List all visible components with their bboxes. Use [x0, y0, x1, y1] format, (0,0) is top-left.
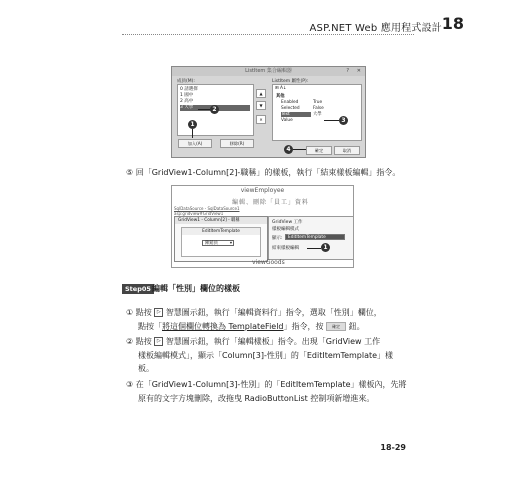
item-number: ②	[126, 337, 134, 346]
end-edit-link: 結束樣板編輯	[272, 246, 299, 251]
designer-subtitle: 編輯、刪除「員工」資料	[232, 199, 310, 206]
prop-name: Selected	[281, 106, 300, 111]
move-down-icon: ▼	[256, 101, 266, 110]
step-title: 編輯「性別」欄位的樣板	[152, 284, 240, 293]
item-text: 」指令，按	[283, 322, 324, 331]
item-text: 智慧圖示鈕，執行「編輯資料行」指令，選取「性別」欄位，	[165, 308, 382, 317]
tasks-title: GridView 工作	[272, 220, 303, 225]
list-item-selected: 3 大學	[180, 105, 250, 111]
para-number: ⑤	[126, 168, 134, 177]
item-text: 點按「	[138, 322, 162, 331]
callout-arrow	[307, 248, 321, 249]
designer-header: viewEmployee	[240, 187, 285, 194]
dialog-title: ListItem 集合編輯器	[172, 67, 365, 76]
smart-tag-icon: ▷	[154, 337, 163, 346]
members-label: 成員(M):	[177, 79, 195, 84]
chevron-down-icon: ▾	[229, 241, 232, 246]
chapter-number: 18	[441, 14, 464, 33]
prop-name: Text	[281, 112, 311, 117]
list-item-1-line1	[126, 308, 382, 318]
list-item-2-line1	[126, 337, 380, 347]
add-button: 加入(A)	[178, 139, 212, 148]
prop-value: False	[313, 106, 324, 111]
ok-button-image: 確定	[326, 322, 346, 331]
step-paragraph-5	[126, 168, 400, 178]
listitem-editor-screenshot	[171, 66, 366, 158]
smart-tag-icon: ▷	[154, 308, 163, 317]
gridview-designer-screenshot	[171, 185, 354, 268]
property-grid	[272, 84, 362, 141]
callout-2: 2	[210, 105, 219, 114]
list-item-3-line2: 原有的文字方塊刪除，改拖曳 RadioButtonList 控制項新增進來。	[138, 394, 375, 403]
item-text: 點按	[135, 337, 152, 346]
callout-1: 1	[188, 120, 197, 129]
item-number: ①	[126, 308, 134, 317]
prop-name: Enabled	[281, 100, 299, 105]
template-editor	[174, 216, 268, 262]
dropdown-control	[202, 240, 234, 246]
column-header: GridView1 - Column[2] - 職稱	[175, 217, 267, 224]
running-header-title: ASP.NET Web 應用程式設計	[309, 23, 442, 34]
step-badge: Step05	[122, 284, 154, 294]
item-number: ③	[126, 380, 134, 389]
prop-value: True	[313, 100, 323, 105]
para-text: 回「GridView1-Column[2]-職稱」的樣板，執行「結束樣板編輯」指令。	[135, 168, 401, 177]
dropdown-value: 陳銷員	[205, 241, 218, 246]
item-text: 智慧圖示鈕，執行「編輯樣板」指令。出現「GridView 工作	[165, 337, 381, 346]
prop-value: 大學	[313, 112, 322, 117]
list-item-2-line2: 樣板編輯模式」，顯示「Column[3]-性別」的「EditItemTemplate」樣	[138, 351, 394, 360]
gridview-tag: asp:gridview#GridView1	[174, 211, 224, 216]
props-label: ListItem 屬性(P):	[272, 79, 309, 84]
callout-arrow	[293, 149, 306, 150]
list-item: 1 國中	[180, 93, 194, 98]
sort-icon: ⊞ A↓	[275, 86, 287, 91]
callout-arrow	[198, 109, 210, 110]
command-link: 將這個欄位轉換為 TemplateField	[162, 322, 284, 331]
callout-4: 4	[284, 145, 293, 154]
datasource-label	[174, 206, 240, 216]
prop-name: Value	[281, 118, 293, 123]
item-text: 鈕。	[348, 322, 365, 331]
callout-arrow	[192, 129, 193, 138]
callout-1: 1	[321, 243, 330, 252]
header-divider	[122, 34, 414, 35]
list-item-2-line3: 板。	[138, 364, 154, 373]
display-label: 顯示:	[272, 236, 283, 241]
gridview-tasks-panel	[268, 216, 354, 260]
item-text: 點按	[135, 308, 152, 317]
callout-3: 3	[339, 116, 348, 125]
tasks-subtitle: 樣板編輯模式	[272, 227, 299, 232]
edit-template-header: EditItemTemplate	[182, 228, 260, 235]
list-item: 2 高中	[180, 99, 194, 104]
cancel-button: 取消	[334, 146, 360, 155]
edit-item-template	[181, 227, 261, 257]
props-group-label: 其他	[276, 94, 285, 99]
close-icon: ✕	[356, 68, 361, 74]
datasource-name: SqlDataSource - SqlDataSource1	[174, 206, 240, 211]
help-icon: ?	[346, 68, 349, 74]
list-item: 0 請選擇	[180, 87, 198, 92]
ok-button: 確定	[306, 146, 332, 155]
item-text: 在「GridView1-Column[3]-性別」的「EditItemTemplate」樣板內，先將	[135, 380, 407, 389]
callout-arrow	[324, 120, 339, 121]
list-item-1-line2	[138, 322, 365, 332]
designer-footer: viewGoods	[252, 259, 285, 266]
delete-icon: ✕	[256, 115, 266, 124]
list-item-3-line1	[126, 380, 407, 390]
remove-button: 移除(R)	[220, 139, 254, 148]
page-number: 18-29	[380, 443, 406, 452]
display-select: EditItemTemplate	[285, 234, 345, 240]
move-up-icon: ▲	[256, 89, 266, 98]
